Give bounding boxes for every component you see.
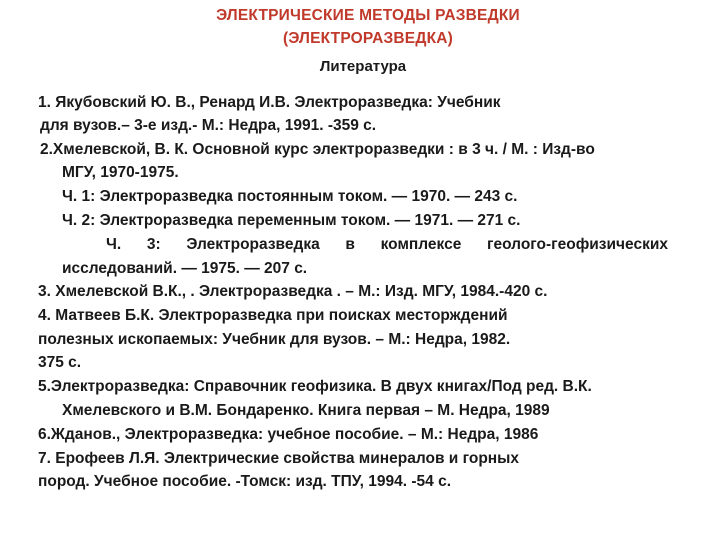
reference-line: 375 с. bbox=[38, 354, 82, 371]
reference-line: полезных ископаемых: Учебник для вузов. – М.: Недра, 1982. bbox=[38, 331, 511, 348]
reference-line: Хмелевского и В.М. Бондаренко. Книга первая – М. Недра, 1989 bbox=[62, 402, 550, 419]
reference-line: 3. Хмелевской В.К., . Электроразведка . – М.: Изд. МГУ, 1984.-420 с. bbox=[38, 283, 548, 300]
reference-line: исследований. — 1975. — 207 с. bbox=[62, 260, 308, 277]
reference-line: 5.Электроразведка: Справочник геофизика. В двух книгах/Под ред. В.К. bbox=[38, 378, 592, 395]
reference-line: для вузов.– 3-е изд.- М.: Недра, 1991. -359 с. bbox=[40, 117, 377, 134]
reference-line: 2.Хмелевской, В. К. Основной курс электроразведки : в 3 ч. / М. : Изд-во bbox=[40, 141, 595, 158]
reference-line: Ч. 2: Электроразведка переменным током. — 1971. — 271 с. bbox=[62, 212, 521, 229]
reference-line: 4. Матвеев Б.К. Электроразведка при поисках месторждений bbox=[38, 307, 508, 324]
reference-line: 7. Ерофеев Л.Я. Электрические свойства минералов и горных bbox=[38, 450, 520, 467]
reference-line: 6.Жданов., Электроразведка: учебное пособие. – М.: Недра, 1986 bbox=[38, 426, 539, 443]
reference-line: Ч. 1: Электроразведка постоянным током. — 1970. — 243 с. bbox=[62, 188, 518, 205]
slide-title-line-1: ЭЛЕКТРИЧЕСКИЕ МЕТОДЫ РАЗВЕДКИ bbox=[216, 7, 520, 24]
reference-line: 1. Якубовский Ю. В., Ренард И.В. Электроразведка: Учебник bbox=[38, 94, 501, 111]
reference-line: пород. Учебное пособие. -Томск: изд. ТПУ, 1994. -54 с. bbox=[38, 473, 452, 490]
section-heading: Литература bbox=[319, 58, 407, 75]
reference-line: МГУ, 1970-1975. bbox=[62, 164, 179, 181]
reference-line: Ч. 3: Электроразведка в комплексе геолого-геофизических bbox=[106, 236, 668, 253]
slide-title-line-2: (ЭЛЕКТРОРАЗВЕДКА) bbox=[283, 30, 453, 47]
